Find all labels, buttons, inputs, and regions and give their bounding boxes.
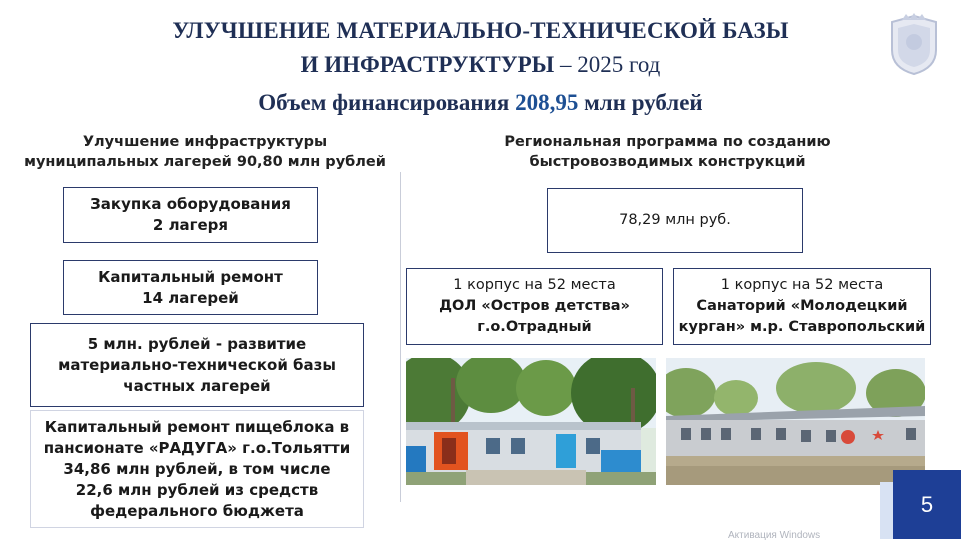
title-year: – 2025 год — [554, 52, 661, 77]
regional-total-box — [547, 188, 803, 253]
windows-activation-watermark: Активация Windows — [728, 530, 821, 541]
title-infrastructure: И ИНФРАСТРУКТУРЫ — [300, 52, 555, 77]
capital-repair-text: Капитальный ремонт 14 лагерей — [98, 267, 283, 307]
funding-prefix: Объем финансирования — [258, 90, 516, 115]
equipment-purchase-box — [63, 187, 318, 243]
molodetsky-capacity: 1 корпус на 52 места — [720, 277, 884, 293]
capital-repair-box — [63, 260, 318, 315]
molodetsky-card — [673, 268, 931, 345]
left-column-heading: Улучшение инфраструктуры муниципальных лагерей 90,80 млн рублей — [24, 134, 386, 170]
private-camps-text: 5 млн. рублей - развитие материально-технической базы частных лагерей — [58, 334, 336, 395]
regional-total-text: 78,29 млн руб. — [619, 212, 731, 228]
otradny-building-photo — [406, 358, 656, 485]
raduga-repair-box — [30, 410, 364, 528]
molodetsky-sanatorium-name: Санаторий «Молодецкий — [696, 298, 908, 314]
otradny-capacity: 1 корпус на 52 места — [453, 277, 616, 293]
otradny-card — [406, 268, 663, 345]
page-badge-edge — [880, 482, 894, 539]
coat-of-arms-icon — [884, 12, 944, 78]
funding-amount: 208,95 — [515, 90, 579, 115]
funding-total — [0, 90, 961, 116]
raduga-repair-text: Капитальный ремонт пищеблока в пансионате «РАДУГА» г.о.Тольятти 34,86 млн рублей, в том числе 22,6 млн рублей из средств федерального бюджета — [43, 417, 351, 520]
right-column-heading: Региональная программа по созданию быстровозводимых конструкций — [504, 134, 831, 170]
molodetsky-building-photo — [666, 358, 925, 485]
otradny-location: г.о.Отрадный — [477, 319, 592, 335]
molodetsky-location: курган» м.р. Ставропольский — [678, 319, 926, 335]
private-camps-box — [30, 323, 364, 407]
funding-suffix: млн рублей — [578, 90, 703, 115]
slide-title-line1: УЛУЧШЕНИЕ МАТЕРИАЛЬНО-ТЕХНИЧЕСКОЙ БАЗЫ — [172, 18, 789, 43]
otradny-camp-name: ДОЛ «Остров детства» — [439, 298, 630, 314]
slide-title-line2 — [0, 52, 961, 78]
equipment-purchase-text: Закупка оборудования 2 лагеря — [90, 195, 291, 234]
column-divider — [400, 172, 401, 502]
page-number: 5 — [893, 470, 961, 539]
